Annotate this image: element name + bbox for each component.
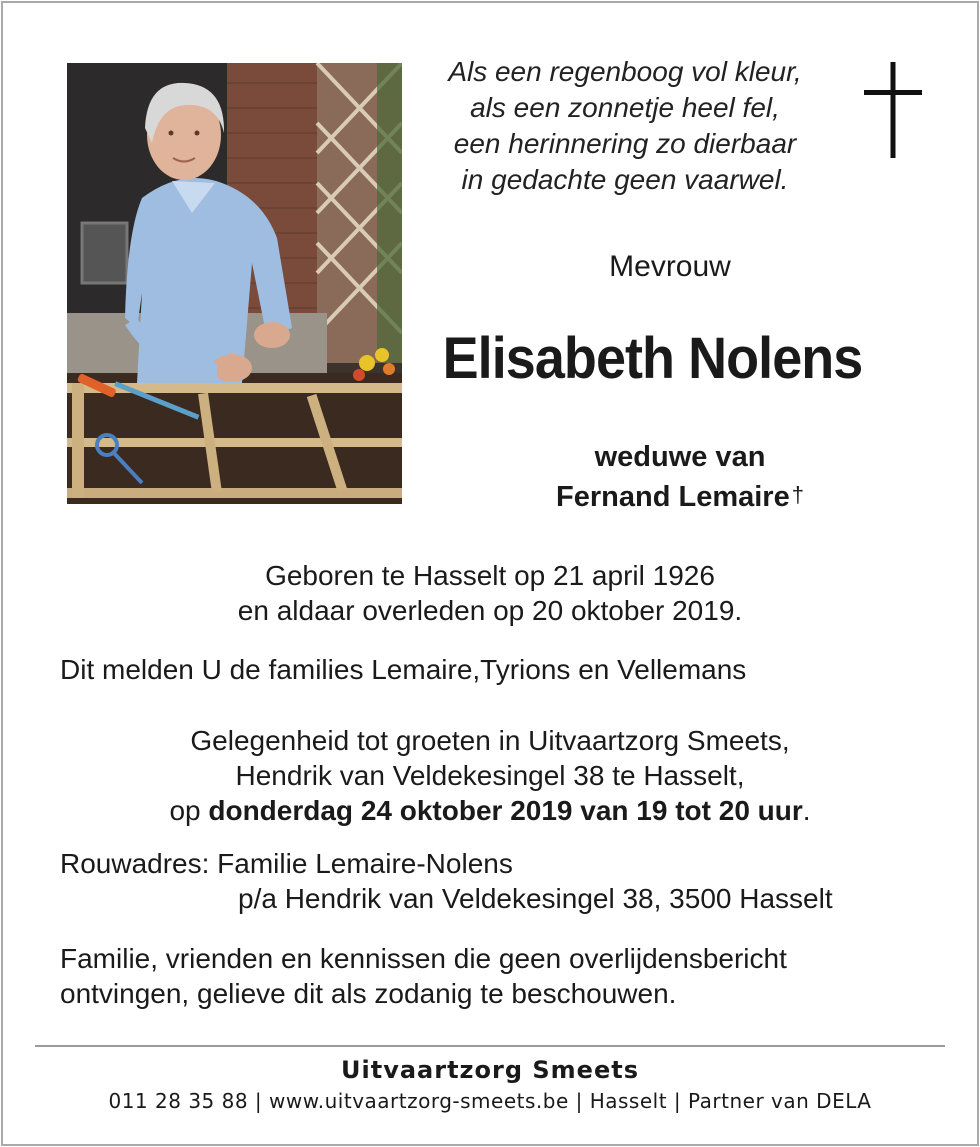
mourning-address-line2: p/a Hendrik van Veldekesingel 38, 3500 Hasselt <box>238 883 833 914</box>
poem <box>405 54 845 198</box>
spouse-name: Fernand Lemaire <box>556 481 790 513</box>
note-line2: ontvingen, gelieve dit als zodanig te beschouwen. <box>60 978 677 1009</box>
widow-label: weduwe van <box>594 441 766 473</box>
poem-line: als een zonnetje heel fel, <box>470 92 780 123</box>
visitation-info <box>40 723 940 828</box>
funeral-home-contact: 011 28 35 88 | www.uitvaartzorg-smeets.be | Hasselt | Partner van DELA <box>108 1089 872 1113</box>
visitation-place: Gelegenheid tot groeten in Uitvaartzorg Smeets, <box>190 725 790 756</box>
birth-line: Geboren te Hasselt op 21 april 1926 <box>265 560 715 591</box>
visitation-when-line <box>40 793 940 828</box>
spouse-line <box>420 476 940 516</box>
visitation-prefix: op <box>169 795 209 826</box>
note-line1: Familie, vrienden en kennissen die geen overlijdensbericht <box>60 943 787 974</box>
poem-line: een herinnering zo dierbaar <box>453 128 797 159</box>
visitation-suffix: . <box>802 795 811 826</box>
poem-line: in gedachte geen vaarwel. <box>461 164 789 195</box>
footer-divider <box>35 1045 945 1047</box>
notice-note <box>60 941 940 1011</box>
life-dates <box>40 558 940 628</box>
families-announcement: Dit melden U de families Lemaire,Tyrions en Vellemans <box>60 654 747 685</box>
dagger-icon: † <box>791 482 804 507</box>
visitation-address: Hendrik van Veldekesingel 38 te Hasselt, <box>235 760 745 791</box>
mourning-address <box>60 846 940 916</box>
mourning-address-line1: Rouwadres: Familie Lemaire-Nolens <box>60 848 513 879</box>
visitation-datetime: donderdag 24 oktober 2019 van 19 tot 20 uur <box>208 795 803 826</box>
poem-line: Als een regenboog vol kleur, <box>448 56 802 87</box>
latin-cross-icon <box>864 62 922 158</box>
deceased-name: Elisabeth Nolens <box>442 326 863 391</box>
death-line: en aldaar overleden op 20 oktober 2019. <box>237 595 743 626</box>
widow-of <box>420 438 940 516</box>
honorific: Mevrouw <box>609 250 731 283</box>
portrait-photo <box>67 63 402 504</box>
funeral-home-name: Uitvaartzorg Smeets <box>341 1056 639 1084</box>
